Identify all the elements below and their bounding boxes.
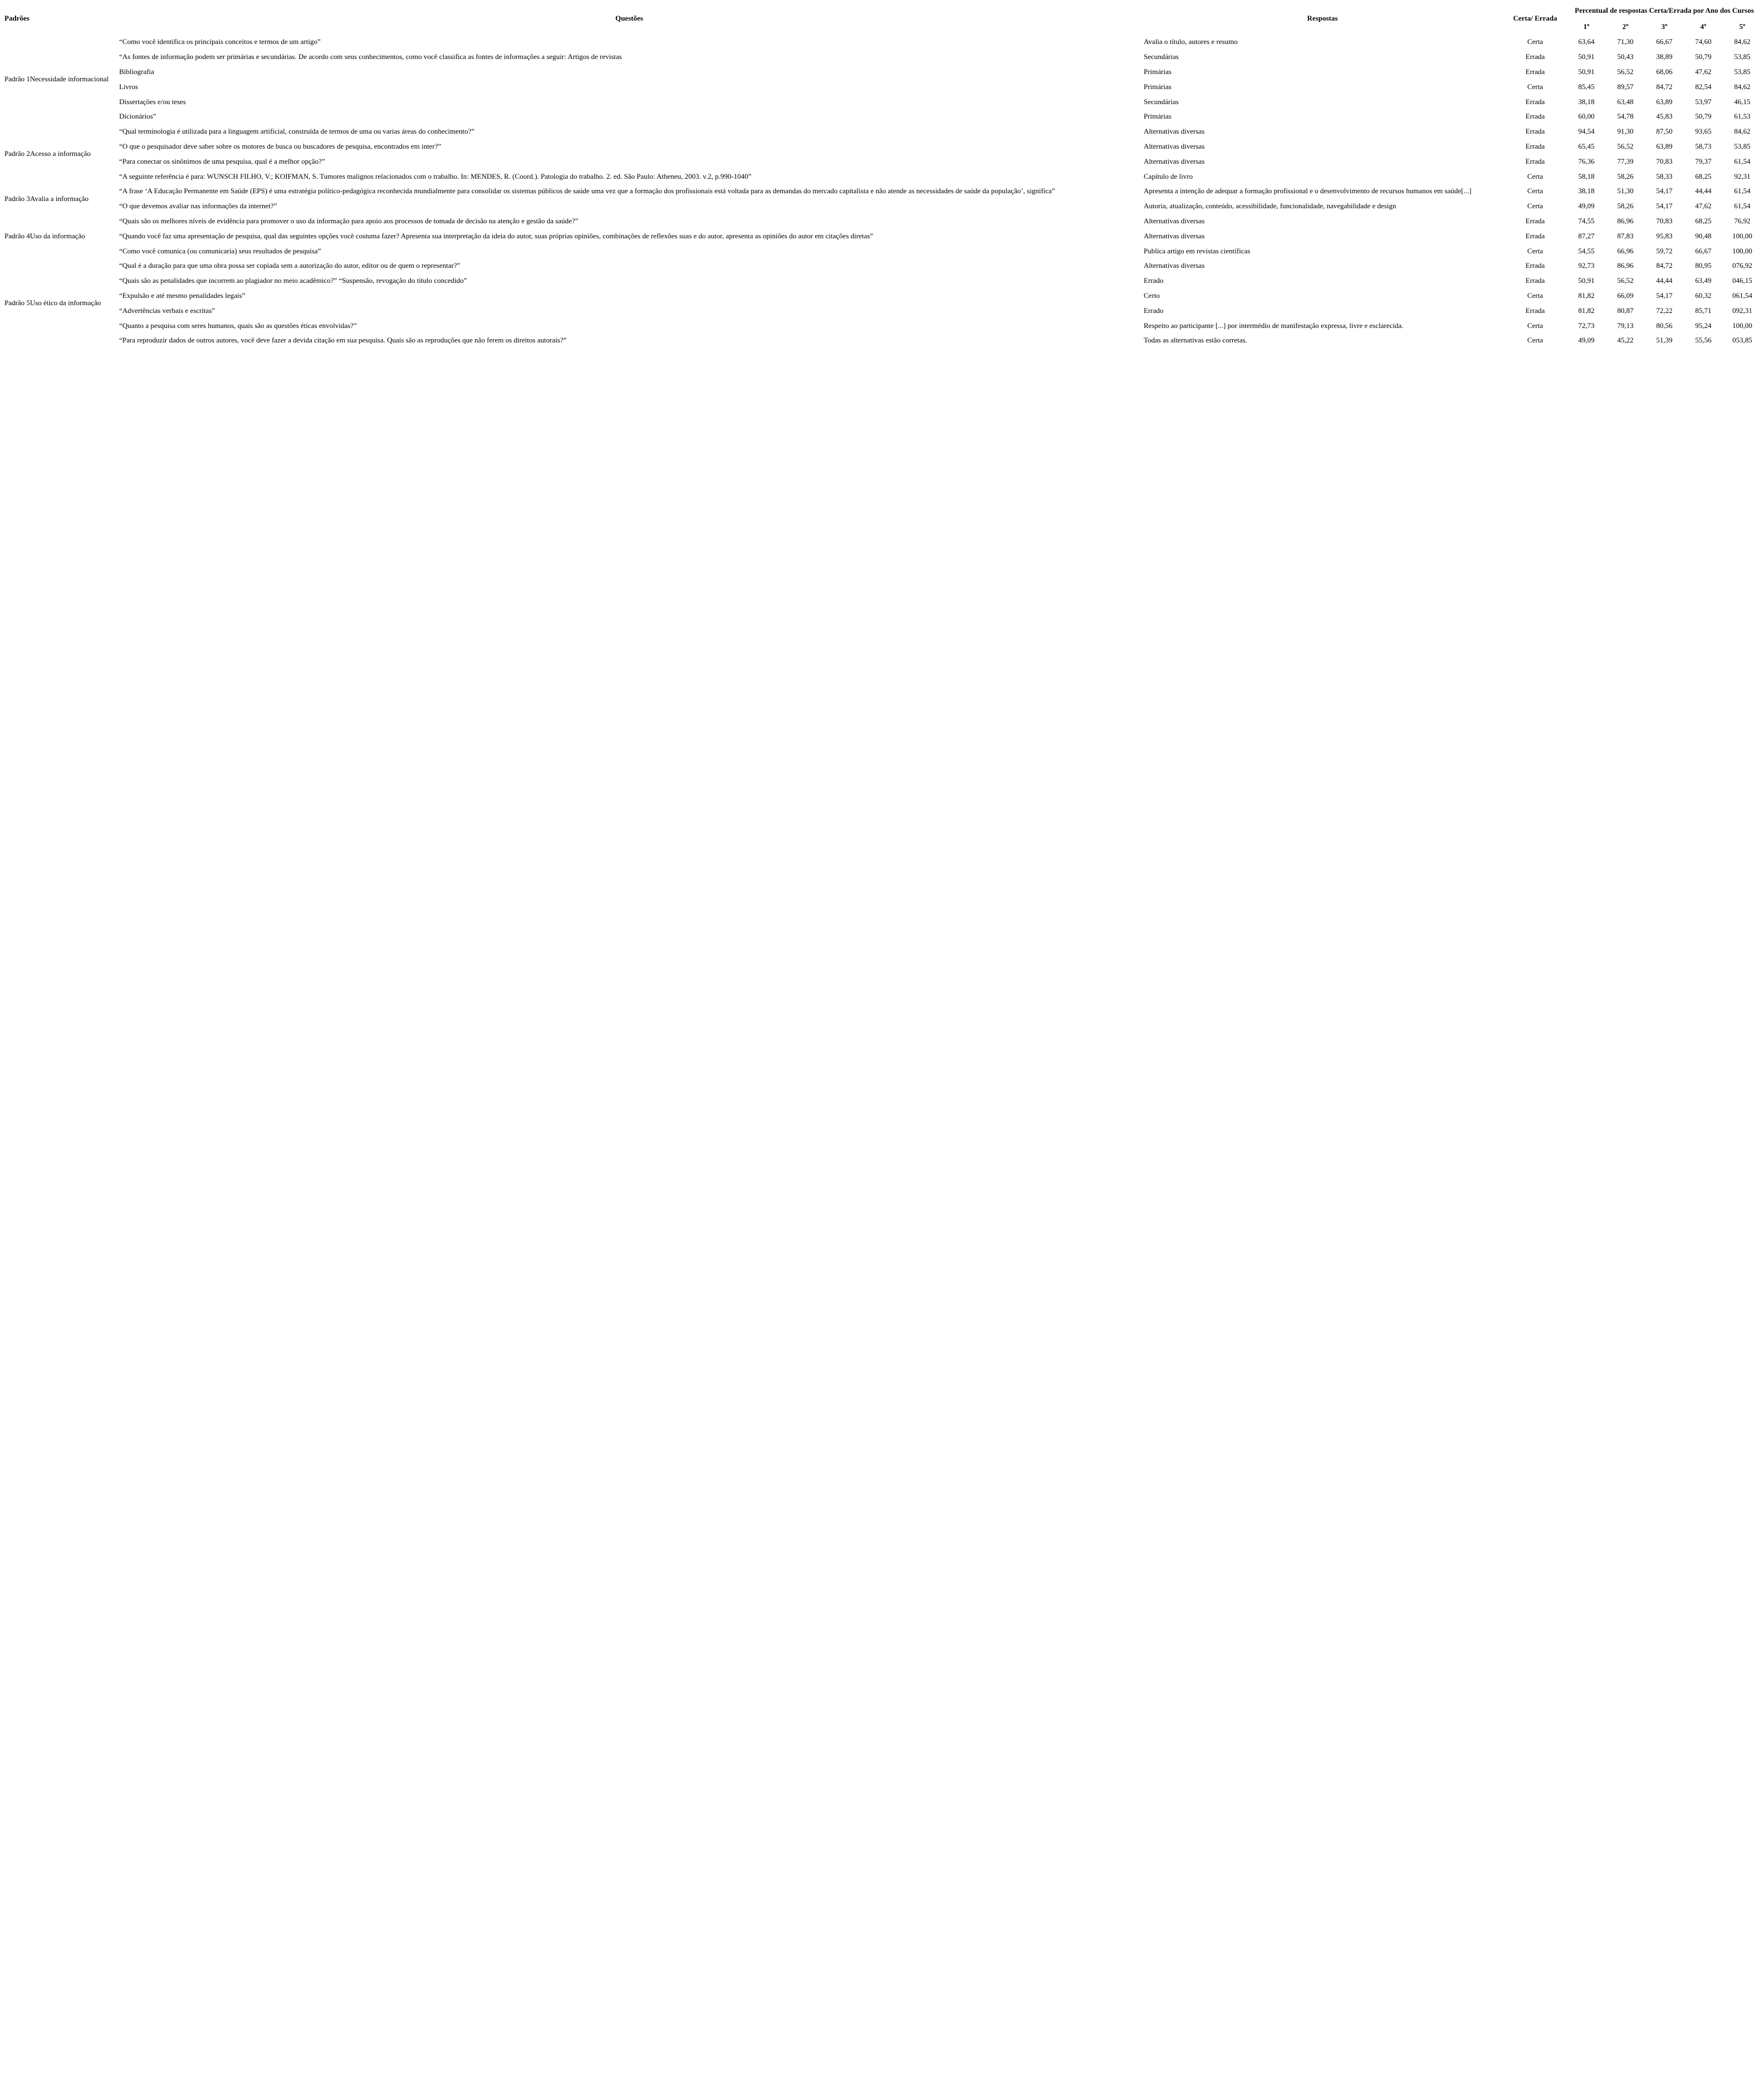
percent-year-3-cell: 59,72 [1656, 246, 1673, 255]
percent-year-1-cell: 85,45 [1578, 82, 1595, 91]
question-cell: “Quanto a pesquisa com seres humanos, quais são as questões éticas envolvidas?” [119, 321, 357, 330]
percent-year-4-cell: 80,95 [1695, 261, 1712, 270]
percent-year-1-cell: 94,54 [1578, 127, 1595, 136]
percent-year-5-cell: 84,62 [1734, 37, 1751, 46]
correct-wrong-cell: Errada [1525, 141, 1545, 150]
correct-wrong-cell: Certa [1527, 291, 1543, 300]
correct-wrong-cell: Certa [1527, 187, 1543, 195]
percent-year-1-cell: 72,73 [1578, 321, 1595, 330]
percent-year-5-cell: 100,00 [1732, 246, 1752, 255]
answer-cell: Primárias [1144, 82, 1172, 91]
percent-year-2-cell: 87,83 [1617, 231, 1634, 240]
answer-cell: Avalia o título, autores e resumo [1144, 37, 1238, 46]
percent-year-3-cell: 84,72 [1656, 261, 1673, 270]
answer-cell: Certo [1144, 291, 1160, 300]
table-row [2, 243, 1762, 258]
table-row [2, 288, 1762, 303]
percent-year-3-cell: 84,72 [1656, 82, 1673, 91]
percent-year-1-cell: 76,36 [1578, 156, 1595, 165]
percent-year-2-cell: 50,43 [1617, 52, 1634, 61]
header-questoes: Questões [615, 14, 643, 22]
answer-cell: Capítulo de livro [1144, 172, 1193, 180]
percent-year-4-cell: 68,25 [1695, 172, 1712, 180]
percent-year-4-cell: 47,62 [1695, 67, 1712, 76]
percent-year-1-cell: 49,09 [1578, 336, 1595, 345]
table-row [2, 228, 1762, 243]
standard-label: Padrão 5Uso ético da informação [4, 298, 101, 307]
question-cell: “Qual terminologia é utilizada para a linguagem artificial, construída de termos de uma ou varias áreas do conhecimento?” [119, 127, 475, 136]
percent-year-4-cell: 85,71 [1695, 306, 1712, 315]
answer-cell: Publica artigo em revistas científicas [1144, 246, 1251, 255]
question-cell: Dicionários” [119, 112, 156, 121]
answer-cell: Respeito ao participante [...] por intermédio de manifestação expressa, livre e esclarecida. [1144, 321, 1404, 330]
percent-year-2-cell: 80,87 [1617, 306, 1634, 315]
correct-wrong-cell: Errada [1525, 127, 1545, 136]
percent-year-2-cell: 71,30 [1617, 37, 1634, 46]
question-cell: “A seguinte referência é para: WUNSCH FILHO, V.; KOIFMAN, S. Tumores malignos relacionados com o trabalho. In: MENDES, R. (Coord.). Patologia do trabalho. 2. ed. São Paulo: Atheneu, 2003. v.2, p.990-1040” [119, 172, 752, 180]
table-row [2, 124, 1762, 139]
correct-wrong-cell: Errada [1525, 261, 1545, 270]
percent-year-5-cell: 92,31 [1734, 172, 1751, 180]
percent-year-5-cell: 46,15 [1734, 97, 1751, 106]
percent-year-1-cell: 58,18 [1578, 172, 1595, 180]
header-percentual: Percentual de respostas Certa/Errada por Ano dos Cursos [1575, 6, 1754, 14]
percent-year-5-cell: 076,92 [1732, 261, 1752, 270]
percent-year-1-cell: 49,09 [1578, 202, 1595, 210]
percent-year-2-cell: 66,96 [1617, 246, 1634, 255]
percent-year-4-cell: 66,67 [1695, 246, 1712, 255]
percent-year-1-cell: 63,64 [1578, 37, 1595, 46]
answer-cell: Secundárias [1144, 97, 1179, 106]
correct-wrong-cell: Certa [1527, 82, 1543, 91]
standard-label: Padrão 2Acesso a informação [4, 149, 91, 158]
question-cell: Livros [119, 82, 138, 91]
percent-year-5-cell: 061,54 [1732, 291, 1752, 300]
header-row [2, 2, 1762, 19]
percent-year-3-cell: 68,06 [1656, 67, 1673, 76]
percent-year-2-cell: 86,96 [1617, 216, 1634, 225]
percent-year-3-cell: 80,56 [1656, 321, 1673, 330]
table-row [2, 109, 1762, 124]
correct-wrong-cell: Certa [1527, 37, 1543, 46]
percent-year-2-cell: 91,30 [1617, 127, 1634, 136]
percent-year-4-cell: 68,25 [1695, 216, 1712, 225]
table-row [2, 333, 1762, 348]
table-row [2, 154, 1762, 169]
question-cell: “Para reproduzir dados de outros autores, você deve fazer a devida citação em sua pesquisa. Quais são as reproduções que não ferem os direitos autorais?” [119, 336, 567, 345]
percent-year-1-cell: 38,18 [1578, 97, 1595, 106]
table-row [2, 50, 1762, 65]
answer-cell: Errado [1144, 306, 1164, 315]
header-year-5: 5º [1739, 22, 1746, 31]
percent-year-4-cell: 79,37 [1695, 156, 1712, 165]
percent-year-2-cell: 77,39 [1617, 156, 1634, 165]
question-cell: “Quais são as penalidades que incorrem ao plagiador no meio acadêmico?” “Suspensão, revogação do título concedido” [119, 276, 467, 285]
percent-year-2-cell: 63,48 [1617, 97, 1634, 106]
percent-year-5-cell: 61,54 [1734, 156, 1751, 165]
answer-cell: Apresenta a intenção de adequar a formação profissional e o desenvolvimento de recursos humanos em saúde[...] [1144, 187, 1472, 195]
percent-year-5-cell: 84,62 [1734, 127, 1751, 136]
percent-year-5-cell: 61,53 [1734, 112, 1751, 121]
percent-year-5-cell: 53,85 [1734, 67, 1751, 76]
header-year-2: 2º [1622, 22, 1629, 31]
question-cell: “O que devemos avaliar nas informações da internet?” [119, 202, 277, 210]
header-respostas: Respostas [1307, 14, 1338, 22]
percent-year-1-cell: 81,82 [1578, 291, 1595, 300]
percent-year-5-cell: 100,00 [1732, 231, 1752, 240]
header-year-1: 1º [1583, 22, 1590, 31]
table-row [2, 318, 1762, 333]
percent-year-2-cell: 45,22 [1617, 336, 1634, 345]
percent-year-3-cell: 51,39 [1656, 336, 1673, 345]
percent-year-2-cell: 56,52 [1617, 141, 1634, 150]
percent-year-5-cell: 53,85 [1734, 52, 1751, 61]
answer-cell: Alternativas diversas [1144, 216, 1205, 225]
percent-year-4-cell: 53,97 [1695, 97, 1712, 106]
table-row [2, 139, 1762, 154]
answer-cell: Todas as alternativas estão corretas. [1144, 336, 1247, 345]
percent-year-1-cell: 81,82 [1578, 306, 1595, 315]
percent-year-3-cell: 54,17 [1656, 187, 1673, 195]
table-row [2, 184, 1762, 199]
question-cell: “O que o pesquisador deve saber sobre os motores de busca ou buscadores de pesquisa, encontrados em inter?” [119, 141, 442, 150]
correct-wrong-cell: Certa [1527, 172, 1543, 180]
percent-year-2-cell: 79,13 [1617, 321, 1634, 330]
percent-year-2-cell: 89,57 [1617, 82, 1634, 91]
percent-year-4-cell: 74,60 [1695, 37, 1712, 46]
question-cell: Dissertações e/ou teses [119, 97, 186, 106]
percent-year-3-cell: 87,50 [1656, 127, 1673, 136]
answer-cell: Secundárias [1144, 52, 1179, 61]
percent-year-5-cell: 76,92 [1734, 216, 1751, 225]
table-row [2, 303, 1762, 318]
answer-cell: Alternativas diversas [1144, 156, 1205, 165]
answer-cell: Alternativas diversas [1144, 231, 1205, 240]
percent-year-3-cell: 44,44 [1656, 276, 1673, 285]
percent-year-4-cell: 63,49 [1695, 276, 1712, 285]
answer-cell: Alternativas diversas [1144, 261, 1205, 270]
standard-label: Padrão 3Avalia a informação [4, 194, 89, 203]
percent-year-1-cell: 92,73 [1578, 261, 1595, 270]
percent-year-4-cell: 93,65 [1695, 127, 1712, 136]
percent-year-5-cell: 092,31 [1732, 306, 1752, 315]
question-cell: “Para conectar os sinônimos de uma pesquisa, qual é a melhor opção?” [119, 156, 325, 165]
percent-year-1-cell: 60,00 [1578, 112, 1595, 121]
percent-year-4-cell: 90,48 [1695, 231, 1712, 240]
question-cell: “Expulsão e até mesmo penalidades legais” [119, 291, 246, 300]
question-cell: “As fontes de informação podem ser primárias e secundárias. De acordo com seus conhecimentos, como você classifica as fontes de informações a seguir: Artigos de revistas [119, 52, 622, 61]
percent-year-4-cell: 50,79 [1695, 52, 1712, 61]
answer-cell: Autoria, atualização, conteúdo, acessibilidade, funcionalidade, navegabilidade e design [1144, 202, 1396, 210]
question-cell: “Advertências verbais e escritas” [119, 306, 215, 315]
correct-wrong-cell: Certa [1527, 246, 1543, 255]
table-row [2, 79, 1762, 94]
answer-cell: Primárias [1144, 112, 1172, 121]
answer-cell: Alternativas diversas [1144, 127, 1205, 136]
correct-wrong-cell: Errada [1525, 112, 1545, 121]
percent-year-3-cell: 58,33 [1656, 172, 1673, 180]
question-cell: “Como você identifica os principais conceitos e termos de um artigo” [119, 37, 321, 46]
percent-year-4-cell: 95,24 [1695, 321, 1712, 330]
percent-year-3-cell: 72,22 [1656, 306, 1673, 315]
percent-year-5-cell: 61,54 [1734, 202, 1751, 210]
question-cell: “Quais são os melhores níveis de evidência para promover o uso da informação para apoio aos processos de tomada de decisão na atenção e gestão da saúde?” [119, 216, 579, 225]
correct-wrong-cell: Errada [1525, 67, 1545, 76]
header-certa-errada: Certa/ Errada [1513, 14, 1557, 22]
percent-year-4-cell: 60,32 [1695, 291, 1712, 300]
percent-year-1-cell: 50,91 [1578, 52, 1595, 61]
percent-year-1-cell: 50,91 [1578, 276, 1595, 285]
question-cell: Bibliografia [119, 67, 154, 76]
percent-year-4-cell: 50,79 [1695, 112, 1712, 121]
percent-year-2-cell: 58,26 [1617, 172, 1634, 180]
answer-cell: Errado [1144, 276, 1164, 285]
percent-year-5-cell: 053,85 [1732, 336, 1752, 345]
percent-year-1-cell: 54,55 [1578, 246, 1595, 255]
table-row [2, 35, 1762, 50]
question-cell: “A frase ‘A Educação Permanente em Saúde (EPS) é uma estratégia político-pedagógica reconhecida mundialmente para consolidar os sistemas públicos de saúde uma vez que a formação dos profissionais está voltada para as demandas do mercado capitalista e não atende as necessidades de saúde da população’, significa” [119, 187, 1055, 195]
percent-year-2-cell: 58,26 [1617, 202, 1634, 210]
percent-year-3-cell: 38,89 [1656, 52, 1673, 61]
table-row [2, 273, 1762, 288]
question-cell: “Como você comunica (ou comunicaria) seus resultados de pesquisa” [119, 246, 321, 255]
percent-year-3-cell: 63,89 [1656, 97, 1673, 106]
header-padroes: Padrões [4, 14, 30, 22]
question-cell: “Quando você faz uma apresentação de pesquisa, qual das seguintes opções você costuma fazer? Apresenta sua interpretação da ideia do autor, suas próprias opiniões, combinações de reflexões suas e do autor, apresenta as opiniões do autor em citações diretas” [119, 231, 874, 240]
percent-year-5-cell: 61,54 [1734, 187, 1751, 195]
standard-label: Padrão 4Uso da informação [4, 231, 85, 240]
percent-year-3-cell: 66,67 [1656, 37, 1673, 46]
table-row [2, 94, 1762, 109]
percent-year-3-cell: 70,83 [1656, 216, 1673, 225]
table-row [2, 65, 1762, 80]
percent-year-5-cell: 53,85 [1734, 141, 1751, 150]
correct-wrong-cell: Errada [1525, 276, 1545, 285]
correct-wrong-cell: Certa [1527, 321, 1543, 330]
correct-wrong-cell: Certa [1527, 336, 1543, 345]
answer-cell: Alternativas diversas [1144, 141, 1205, 150]
header-year-3: 3º [1661, 22, 1668, 31]
percent-year-2-cell: 51,30 [1617, 187, 1634, 195]
standard-label: Padrão 1Necessidade informacional [4, 75, 109, 84]
percent-year-5-cell: 84,62 [1734, 82, 1751, 91]
correct-wrong-cell: Certa [1527, 202, 1543, 210]
percent-year-2-cell: 54,78 [1617, 112, 1634, 121]
percent-year-3-cell: 45,83 [1656, 112, 1673, 121]
answer-cell: Primárias [1144, 67, 1172, 76]
percent-year-3-cell: 54,17 [1656, 291, 1673, 300]
table-body [2, 35, 1762, 348]
percent-year-5-cell: 100,00 [1732, 321, 1752, 330]
percent-year-1-cell: 65,45 [1578, 141, 1595, 150]
results-table [2, 2, 1762, 348]
correct-wrong-cell: Errada [1525, 306, 1545, 315]
percent-year-4-cell: 44,44 [1695, 187, 1712, 195]
percent-year-3-cell: 54,17 [1656, 202, 1673, 210]
header-year-4: 4º [1700, 22, 1707, 31]
percent-year-4-cell: 82,54 [1695, 82, 1712, 91]
percent-year-3-cell: 63,89 [1656, 141, 1673, 150]
correct-wrong-cell: Errada [1525, 156, 1545, 165]
percent-year-1-cell: 50,91 [1578, 67, 1595, 76]
correct-wrong-cell: Errada [1525, 231, 1545, 240]
percent-year-1-cell: 74,55 [1578, 216, 1595, 225]
percent-year-2-cell: 86,96 [1617, 261, 1634, 270]
percent-year-4-cell: 47,62 [1695, 202, 1712, 210]
correct-wrong-cell: Errada [1525, 52, 1545, 61]
percent-year-5-cell: 046,15 [1732, 276, 1752, 285]
percent-year-3-cell: 70,83 [1656, 156, 1673, 165]
correct-wrong-cell: Errada [1525, 216, 1545, 225]
percent-year-2-cell: 66,09 [1617, 291, 1634, 300]
table-row [2, 258, 1762, 273]
percent-year-1-cell: 38,18 [1578, 187, 1595, 195]
table-row [2, 169, 1762, 184]
percent-year-1-cell: 87,27 [1578, 231, 1595, 240]
correct-wrong-cell: Errada [1525, 97, 1545, 106]
percent-year-2-cell: 56,52 [1617, 276, 1634, 285]
percent-year-4-cell: 55,56 [1695, 336, 1712, 345]
percent-year-2-cell: 56,52 [1617, 67, 1634, 76]
question-cell: “Qual é a duração para que uma obra possa ser copiada sem a autorização do autor, editor ou de quem o representar?” [119, 261, 460, 270]
percent-year-4-cell: 58,73 [1695, 141, 1712, 150]
percent-year-3-cell: 95,83 [1656, 231, 1673, 240]
table-row [2, 214, 1762, 229]
table-row [2, 199, 1762, 214]
